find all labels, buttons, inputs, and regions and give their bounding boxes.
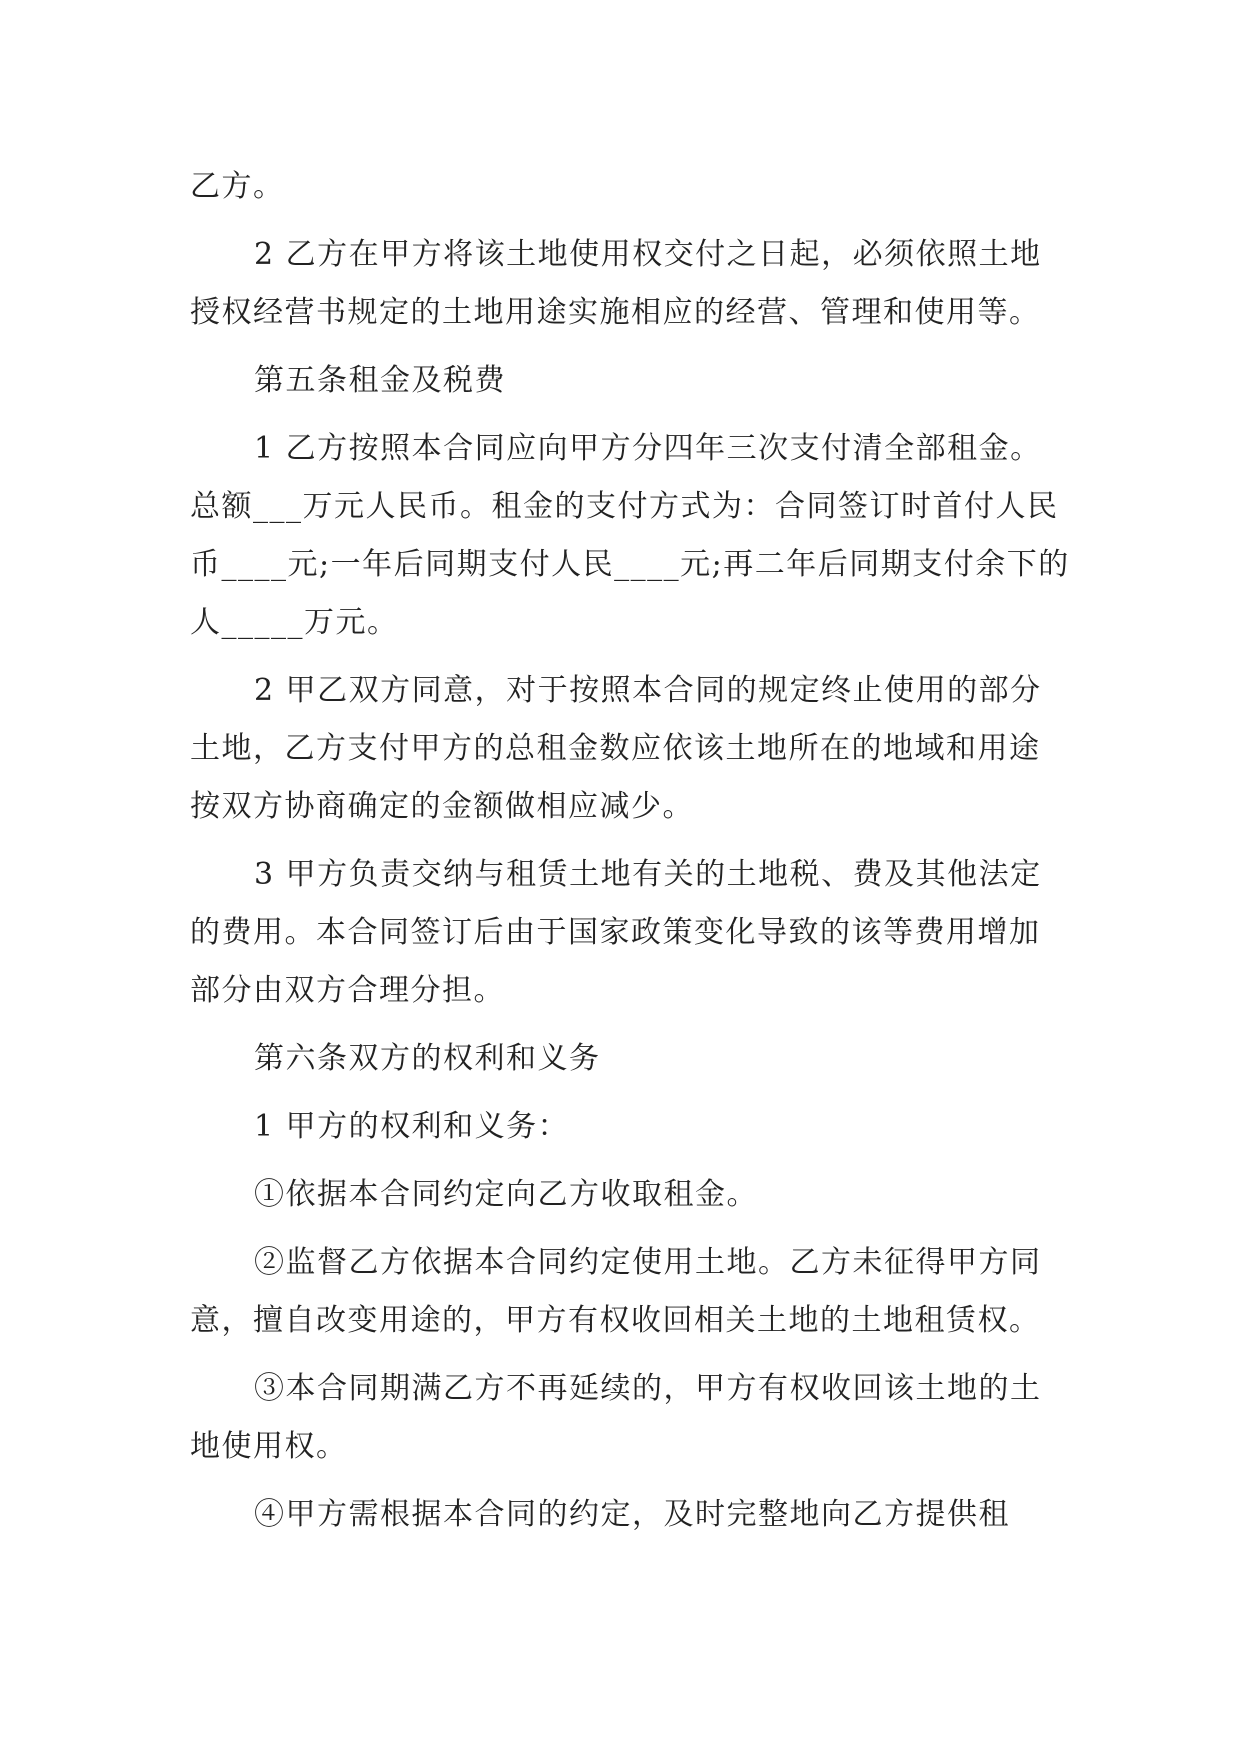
- paragraph-continuation: 乙方。: [190, 169, 285, 204]
- paragraph-item-2: ②监督乙方依据本合同约定使用土地。乙方未征得甲方同意，擅自改变用途的，甲方有权收回相关土地的土地租赁权。: [190, 1245, 1042, 1338]
- document-body: [190, 158, 1070, 1554]
- paragraph-clause-5-2: 2 甲乙双方同意，对于按照本合同的规定终止使用的部分土地，乙方支付甲方的总租金数应依该土地所在的地域和用途按双方协商确定的金额做相应减少。: [190, 673, 1042, 824]
- paragraph-clause-4-2: 2 乙方在甲方将该土地使用权交付之日起，必须依照土地授权经营书规定的土地用途实施相应的经营、管理和使用等。: [190, 237, 1042, 330]
- paragraph-item-4: ④甲方需根据本合同的约定，及时完整地向乙方提供租: [254, 1497, 1010, 1532]
- paragraph-clause-5-3: 3 甲方负责交纳与租赁土地有关的土地税、费及其他法定的费用。本合同签订后由于国家政策变化导致的该等费用增加部分由双方合理分担。: [190, 857, 1042, 1008]
- paragraph-clause-6-1: 1 甲方的权利和义务：: [254, 1109, 570, 1144]
- paragraph-item-3: ③本合同期满乙方不再延续的，甲方有权收回该土地的土地使用权。: [190, 1371, 1042, 1464]
- paragraph-item-1: ①依据本合同约定向乙方收取租金。: [254, 1177, 758, 1212]
- paragraph-clause-5-1: 1 乙方按照本合同应向甲方分四年三次支付清全部租金。总额___万元人民币。租金的支付方式为：合同签订时首付人民币____元;一年后同期支付人民____元;再二年后同期支付余下的人_____万元。: [190, 431, 1070, 640]
- article-5-heading: 第五条租金及税费: [254, 363, 506, 398]
- article-6-heading: 第六条双方的权利和义务: [254, 1041, 601, 1076]
